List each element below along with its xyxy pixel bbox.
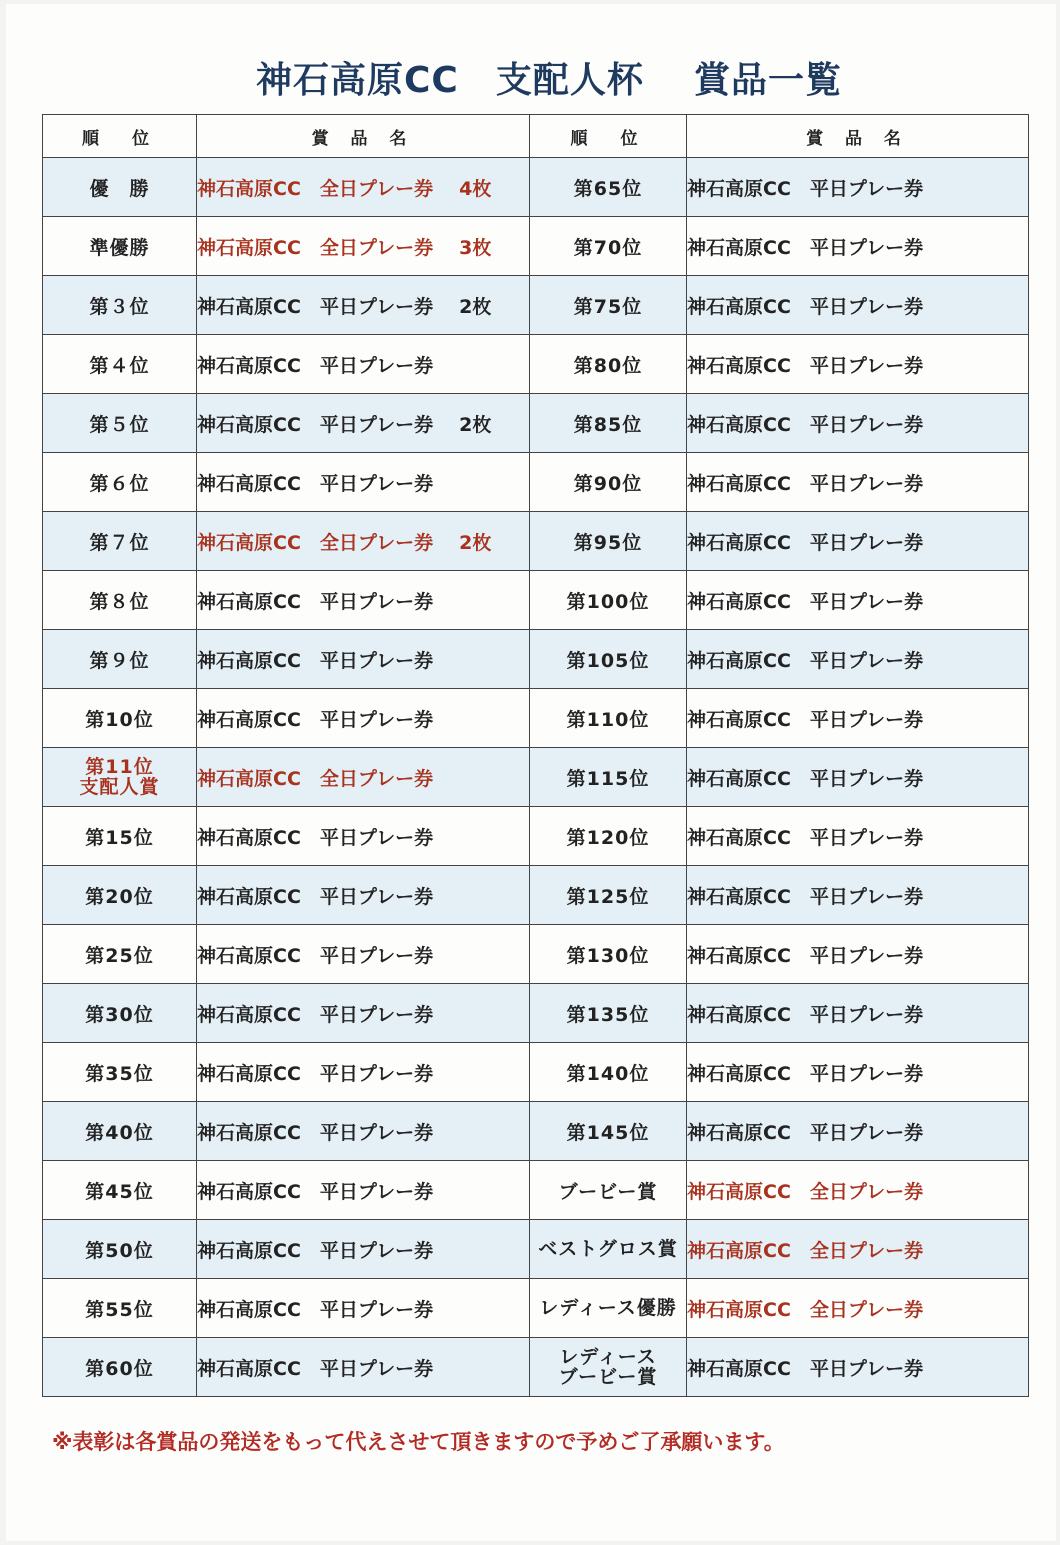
prize-left-count: 2枚 [459, 413, 492, 436]
prize-left-cell [197, 1279, 530, 1338]
prize-left: 神石高原CC 全日プレー券 [197, 236, 434, 259]
prize-right: 神石高原CC 平日プレー券 [687, 413, 924, 436]
rank-left-cell [43, 866, 197, 925]
rank-right-cell [530, 335, 687, 394]
table-row [43, 689, 1029, 748]
rank-left: 第11位 [85, 756, 154, 778]
prize-left-cell [197, 1338, 530, 1397]
rank-right: 第130位 [566, 944, 650, 967]
rank-left: 第３位 [89, 295, 150, 318]
prize-left: 神石高原CC 平日プレー券 [197, 1298, 434, 1321]
prize-left: 神石高原CC 平日プレー券 [197, 826, 434, 849]
prize-right-cell [687, 866, 1029, 925]
prize-right: 神石高原CC 平日プレー券 [687, 236, 924, 259]
rank-left: 第６位 [89, 472, 150, 495]
prize-right-cell [687, 1220, 1029, 1279]
prize-left-cell [197, 217, 530, 276]
rank-right-cell [530, 1102, 687, 1161]
rank-left-cell [43, 1220, 197, 1279]
rank-right-cell [530, 158, 687, 217]
rank-left: 第45位 [85, 1180, 154, 1203]
prize-left: 神石高原CC 全日プレー券 [197, 767, 434, 790]
table-row [43, 1043, 1029, 1102]
rank-left: 第55位 [85, 1298, 154, 1321]
rank-left-cell [43, 394, 197, 453]
table-row [43, 984, 1029, 1043]
prize-right-cell [687, 1102, 1029, 1161]
rank-left: 第８位 [89, 590, 150, 613]
prize-left-cell [197, 925, 530, 984]
prize-right: 神石高原CC 平日プレー券 [687, 1003, 924, 1026]
prize-right: 神石高原CC 平日プレー券 [687, 885, 924, 908]
rank-left-cell [43, 1043, 197, 1102]
table-row [43, 158, 1029, 217]
prize-right: 神石高原CC 平日プレー券 [687, 295, 924, 318]
prize-right: 神石高原CC 平日プレー券 [687, 1062, 924, 1085]
prize-left-cell [197, 1220, 530, 1279]
rank-left-cell [43, 453, 197, 512]
rank-left-cell [43, 1279, 197, 1338]
prize-right: 神石高原CC 平日プレー券 [687, 708, 924, 731]
prize-right: 神石高原CC 平日プレー券 [687, 944, 924, 967]
prize-left-count: 3枚 [459, 236, 492, 259]
prize-left: 神石高原CC 全日プレー券 [197, 177, 434, 200]
rank-right-cell [530, 630, 687, 689]
rank-right-cell [530, 394, 687, 453]
rank-left-cell [43, 512, 197, 571]
prize-right-cell [687, 1043, 1029, 1102]
table-row [43, 571, 1029, 630]
rank-right: ブービー賞 [558, 1180, 658, 1203]
prize-right: 神石高原CC 平日プレー券 [687, 177, 924, 200]
rank-right-cell [530, 689, 687, 748]
table-row [43, 1220, 1029, 1279]
header-rank-right: 順 位 [530, 115, 687, 158]
table-header-row [43, 115, 1029, 158]
prize-left-cell [197, 807, 530, 866]
prize-table-body [43, 158, 1029, 1397]
prize-right: 神石高原CC 平日プレー券 [687, 531, 924, 554]
prize-left-count: 2枚 [459, 295, 492, 318]
prize-right: 神石高原CC 平日プレー券 [687, 649, 924, 672]
rank-right: レディース [559, 1346, 657, 1368]
prize-right-cell [687, 394, 1029, 453]
prize-left: 神石高原CC 平日プレー券 [197, 1180, 434, 1203]
prize-left-count: 2枚 [459, 531, 492, 554]
rank-right: 第85位 [573, 413, 643, 436]
rank-right-cell [530, 1220, 687, 1279]
rank-left-cell [43, 1161, 197, 1220]
rank-right: 第75位 [573, 295, 643, 318]
rank-left: 第35位 [85, 1062, 154, 1085]
rank-left-cell [43, 925, 197, 984]
prize-right-cell [687, 984, 1029, 1043]
prize-left: 神石高原CC 平日プレー券 [197, 413, 434, 436]
rank-right: 第135位 [566, 1003, 650, 1026]
prize-right: 神石高原CC 平日プレー券 [687, 590, 924, 613]
rank-left: 第60位 [85, 1357, 154, 1380]
table-row [43, 276, 1029, 335]
prize-right-cell [687, 217, 1029, 276]
table-row [43, 394, 1029, 453]
prize-left: 神石高原CC 平日プレー券 [197, 885, 434, 908]
rank-left-cell [43, 276, 197, 335]
rank-left: 第30位 [85, 1003, 154, 1026]
rank-left-cell [43, 984, 197, 1043]
title-main: 神石高原CC 支配人杯 [256, 60, 644, 101]
rank-left-cell [43, 807, 197, 866]
rank-left-cell [43, 158, 197, 217]
prize-right-cell [687, 748, 1029, 807]
prize-left-count: 4枚 [459, 177, 492, 200]
rank-right-cell [530, 984, 687, 1043]
rank-left: 第50位 [85, 1239, 154, 1262]
rank-right: 第145位 [566, 1121, 650, 1144]
prize-right-cell [687, 571, 1029, 630]
prize-left: 神石高原CC 平日プレー券 [197, 944, 434, 967]
header-prize-right: 賞 品 名 [687, 115, 1029, 158]
title-sub: 賞品一覧 [694, 60, 843, 101]
prize-left: 神石高原CC 平日プレー券 [197, 649, 434, 672]
rank-left-cell [43, 1338, 197, 1397]
prize-left: 神石高原CC 平日プレー券 [197, 472, 434, 495]
rank-right: 第70位 [573, 236, 643, 259]
rank-right-cell [530, 866, 687, 925]
prize-right: 神石高原CC 平日プレー券 [687, 354, 924, 377]
prize-right-cell [687, 1338, 1029, 1397]
table-row [43, 1338, 1029, 1397]
table-row [43, 748, 1029, 807]
prize-left-cell [197, 453, 530, 512]
prize-right: 神石高原CC 全日プレー券 [687, 1239, 924, 1262]
prize-table [42, 114, 1029, 1397]
document-title [0, 52, 1060, 112]
table-row [43, 925, 1029, 984]
rank-right: 第90位 [573, 472, 643, 495]
prize-left-cell [197, 394, 530, 453]
prize-left: 神石高原CC 平日プレー券 [197, 1062, 434, 1085]
rank-left-cell [43, 689, 197, 748]
rank-left: 第20位 [85, 885, 154, 908]
prize-left: 神石高原CC 平日プレー券 [197, 1121, 434, 1144]
prize-left: 神石高原CC 平日プレー券 [197, 1239, 434, 1262]
prize-right-cell [687, 630, 1029, 689]
rank-left: 第15位 [85, 826, 154, 849]
prize-left: 神石高原CC 平日プレー券 [197, 1357, 434, 1380]
rank-right-cell [530, 1279, 687, 1338]
rank-right-cell [530, 1338, 687, 1397]
table-row [43, 1279, 1029, 1338]
rank-right-cell [530, 571, 687, 630]
table-row [43, 630, 1029, 689]
rank-right: 第140位 [566, 1062, 650, 1085]
rank-left: 第25位 [85, 944, 154, 967]
rank-left-cell [43, 335, 197, 394]
prize-right-cell [687, 453, 1029, 512]
prize-left-cell [197, 689, 530, 748]
prize-right-cell [687, 335, 1029, 394]
header-rank-left: 順 位 [43, 115, 197, 158]
rank-right: 第105位 [566, 649, 650, 672]
rank-right-cell [530, 217, 687, 276]
rank-right: 第110位 [566, 708, 650, 731]
rank-right: 第125位 [566, 885, 650, 908]
prize-right: 神石高原CC 平日プレー券 [687, 472, 924, 495]
rank-right-line2: ブービー賞 [558, 1366, 658, 1388]
prize-right: 神石高原CC 平日プレー券 [687, 767, 924, 790]
prize-left-cell [197, 984, 530, 1043]
table-row [43, 512, 1029, 571]
footer-note: ※表彰は各賞品の発送をもって代えさせて頂きますので予めご了承願います。 [52, 1430, 785, 1454]
rank-right: 第120位 [566, 826, 650, 849]
rank-left-cell [43, 571, 197, 630]
rank-left: 第５位 [89, 413, 150, 436]
rank-right-cell [530, 1043, 687, 1102]
rank-right: 第65位 [573, 177, 643, 200]
prize-right-cell [687, 689, 1029, 748]
rank-right: レディース優勝 [539, 1297, 677, 1319]
table-row [43, 866, 1029, 925]
rank-right-cell [530, 807, 687, 866]
rank-left-cell [43, 217, 197, 276]
prize-left-cell [197, 748, 530, 807]
rank-right: 第100位 [566, 590, 650, 613]
prize-left: 神石高原CC 全日プレー券 [197, 531, 434, 554]
prize-right-cell [687, 276, 1029, 335]
rank-right-cell [530, 1161, 687, 1220]
prize-left-cell [197, 335, 530, 394]
rank-right: ベストグロス賞 [538, 1238, 678, 1260]
prize-right-cell [687, 512, 1029, 571]
rank-right-cell [530, 453, 687, 512]
table-row [43, 453, 1029, 512]
table-row [43, 807, 1029, 866]
rank-right-cell [530, 748, 687, 807]
rank-right-cell [530, 512, 687, 571]
prize-left-cell [197, 571, 530, 630]
rank-left: 第10位 [85, 708, 154, 731]
rank-left-cell [43, 630, 197, 689]
rank-left: 準優勝 [89, 236, 150, 259]
prize-right: 神石高原CC 全日プレー券 [687, 1298, 924, 1321]
rank-left: 第40位 [85, 1121, 154, 1144]
prize-left-cell [197, 512, 530, 571]
prize-left-cell [197, 1043, 530, 1102]
rank-left: 第９位 [89, 649, 150, 672]
prize-left: 神石高原CC 平日プレー券 [197, 354, 434, 377]
prize-right: 神石高原CC 平日プレー券 [687, 826, 924, 849]
table-row [43, 1102, 1029, 1161]
prize-right: 神石高原CC 平日プレー券 [687, 1121, 924, 1144]
prize-right-cell [687, 1279, 1029, 1338]
header-prize-left: 賞 品 名 [197, 115, 530, 158]
table-row [43, 1161, 1029, 1220]
prize-left: 神石高原CC 平日プレー券 [197, 295, 434, 318]
prize-left-cell [197, 866, 530, 925]
prize-left: 神石高原CC 平日プレー券 [197, 1003, 434, 1026]
prize-left-cell [197, 158, 530, 217]
prize-left-cell [197, 630, 530, 689]
table-row [43, 217, 1029, 276]
prize-left: 神石高原CC 平日プレー券 [197, 708, 434, 731]
prize-right-cell [687, 807, 1029, 866]
rank-right-cell [530, 276, 687, 335]
prize-right: 神石高原CC 全日プレー券 [687, 1180, 924, 1203]
prize-left: 神石高原CC 平日プレー券 [197, 590, 434, 613]
table-row [43, 335, 1029, 394]
prize-right: 神石高原CC 平日プレー券 [687, 1357, 924, 1380]
prize-left-cell [197, 1161, 530, 1220]
prize-right-cell [687, 158, 1029, 217]
prize-right-cell [687, 1161, 1029, 1220]
rank-left-line2: 支配人賞 [79, 776, 160, 798]
rank-right: 第115位 [566, 767, 650, 790]
rank-right: 第95位 [573, 531, 643, 554]
rank-left: 第７位 [89, 531, 150, 554]
rank-left: 第４位 [89, 354, 150, 377]
rank-right-cell [530, 925, 687, 984]
rank-left-cell [43, 748, 197, 807]
prize-left-cell [197, 1102, 530, 1161]
prize-right-cell [687, 925, 1029, 984]
rank-right: 第80位 [573, 354, 643, 377]
prize-left-cell [197, 276, 530, 335]
rank-left: 優 勝 [89, 177, 150, 200]
rank-left-cell [43, 1102, 197, 1161]
